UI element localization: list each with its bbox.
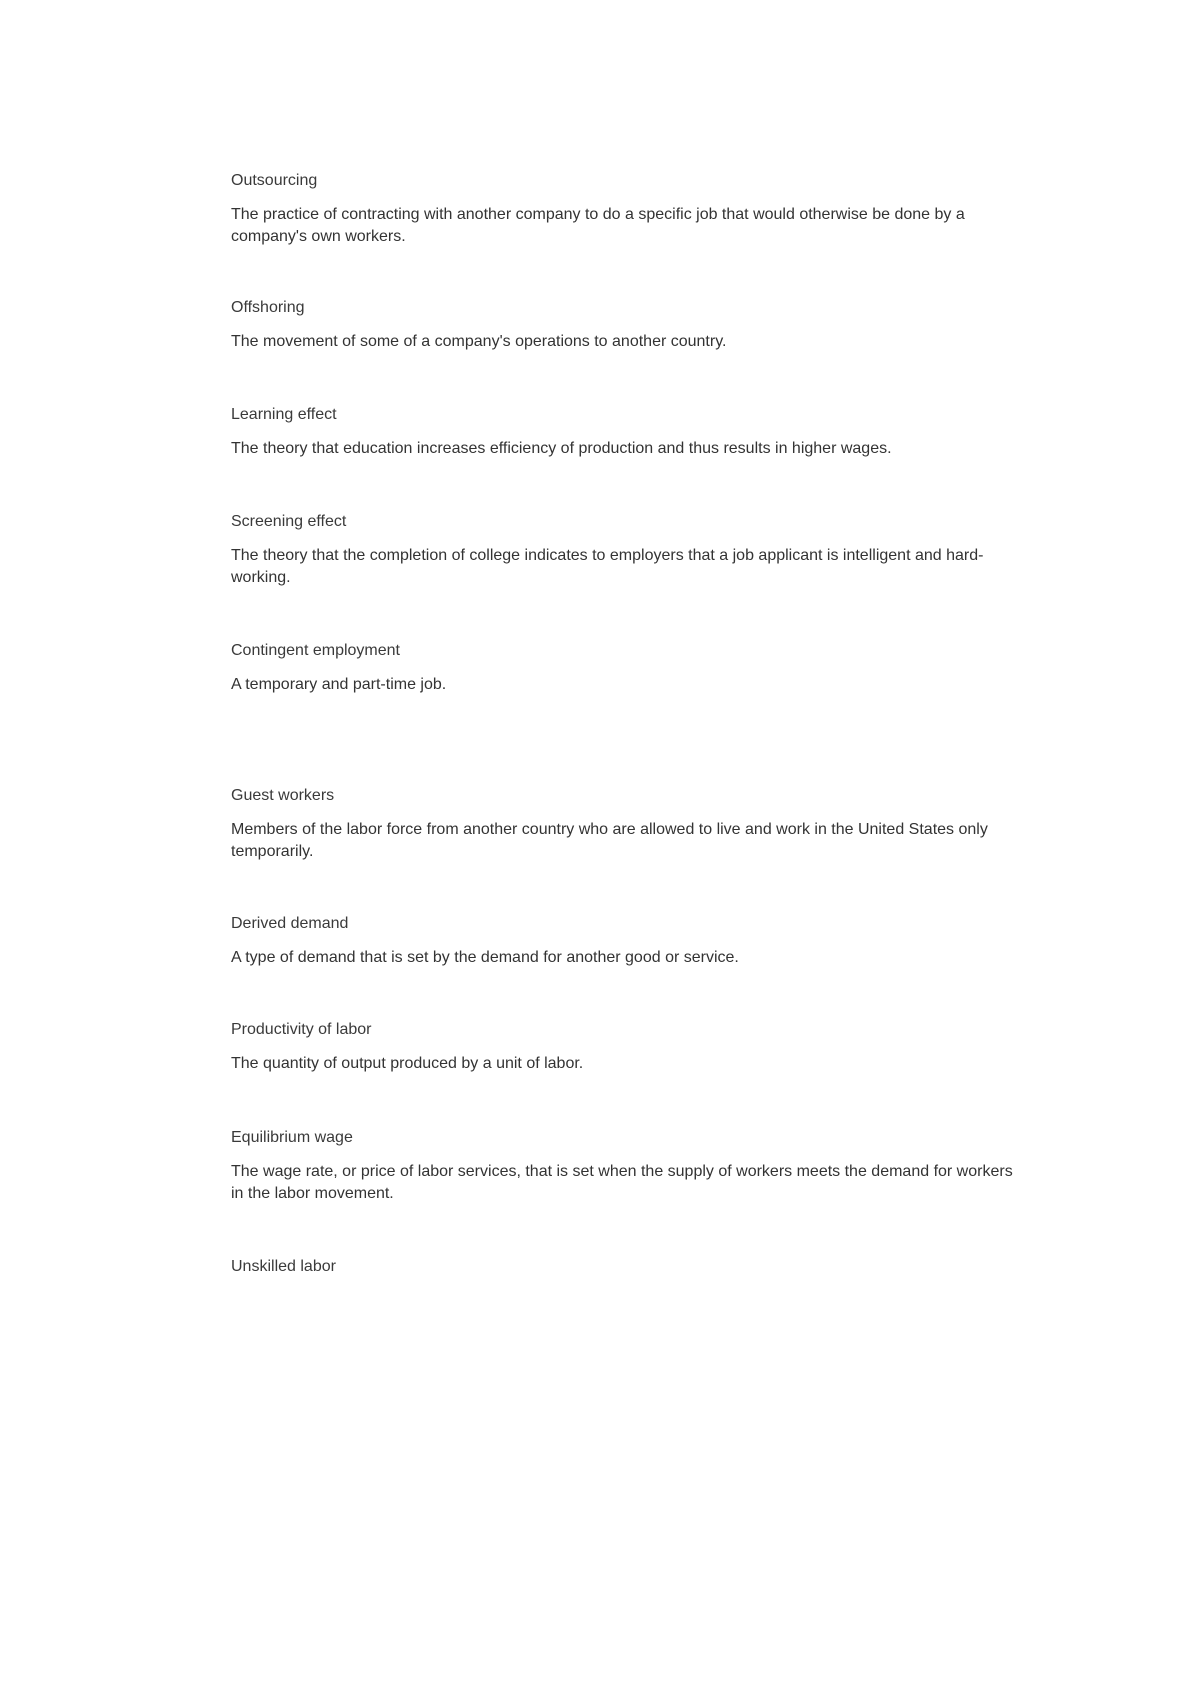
- term: Unskilled labor: [231, 1258, 336, 1275]
- term: Productivity of labor: [231, 1021, 372, 1038]
- term: Learning effect: [231, 406, 337, 423]
- definition: The practice of contracting with another company to do a specific job that would otherwise be done by a company's own workers.: [231, 206, 965, 245]
- definition: The movement of some of a company's operations to another country.: [231, 333, 727, 350]
- definition: A temporary and part-time job.: [231, 676, 447, 693]
- term: Offshoring: [231, 299, 305, 316]
- term: Equilibrium wage: [231, 1129, 353, 1146]
- term: Outsourcing: [231, 172, 318, 189]
- term: Guest workers: [231, 787, 335, 804]
- definition: The wage rate, or price of labor services, that is set when the supply of workers meets the demand for workers in the labor movement.: [231, 1163, 1013, 1202]
- glossary-entry-guest-workers: [231, 785, 1021, 863]
- glossary-entry-unskilled-labor: [231, 1256, 1021, 1278]
- definition: A type of demand that is set by the demand for another good or service.: [231, 949, 739, 966]
- glossary-entry-equilibrium-wage: [231, 1127, 1021, 1205]
- definition: The quantity of output produced by a unit of labor.: [231, 1055, 584, 1072]
- glossary-entry-screening-effect: [231, 511, 1021, 589]
- term: Contingent employment: [231, 642, 400, 659]
- glossary-entry-contingent-employment: [231, 640, 1021, 696]
- definition: Members of the labor force from another country who are allowed to live and work in the United States only temporarily.: [231, 821, 988, 860]
- definition: The theory that the completion of college indicates to employers that a job applicant is intelligent and hard-working.: [231, 547, 984, 586]
- glossary-entry-derived-demand: [231, 913, 1021, 969]
- term: Screening effect: [231, 513, 347, 530]
- glossary-entry-outsourcing: [231, 170, 1021, 248]
- glossary-entry-productivity-of-labor: [231, 1019, 1021, 1075]
- glossary-entry-learning-effect: [231, 404, 1021, 460]
- term: Derived demand: [231, 915, 349, 932]
- glossary-entry-offshoring: [231, 297, 1021, 353]
- definition: The theory that education increases efficiency of production and thus results in higher wages.: [231, 440, 892, 457]
